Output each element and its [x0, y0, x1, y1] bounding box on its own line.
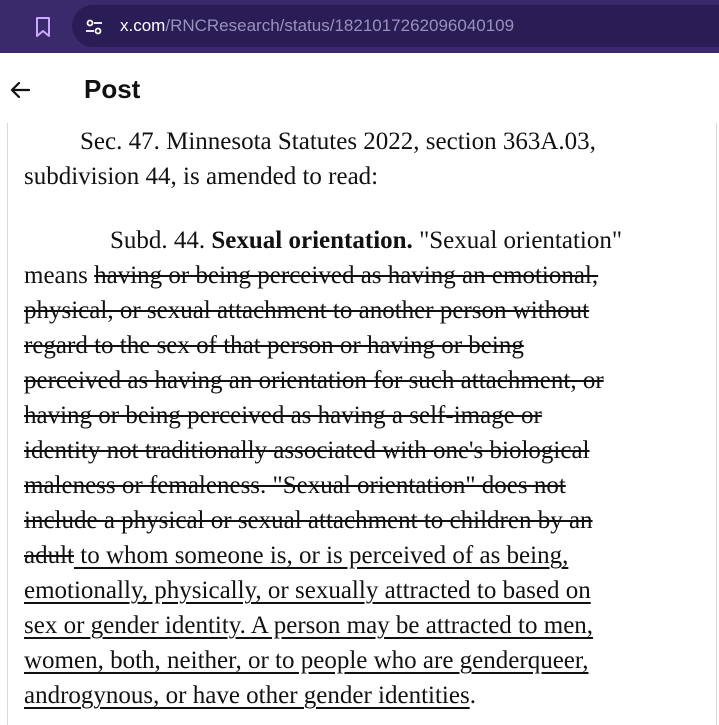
struck-text: include a physical or sexual attachment to children by an [24, 507, 593, 534]
url-text[interactable] [120, 15, 514, 37]
added-text: androgynous, or have other gender identities [24, 682, 470, 709]
back-arrow-icon[interactable] [8, 78, 32, 102]
added-text: women, both, neither, or to people who are genderqueer, [24, 647, 589, 674]
struck-line-8 [24, 503, 714, 538]
struck-line-6 [24, 433, 714, 468]
struck-line-7 [24, 468, 714, 503]
section-line-2: subdivision 44, is amended to read: [24, 163, 379, 190]
site-info-icon[interactable] [84, 17, 104, 37]
added-text: sex or gender identity. A person may be attracted to men, [24, 612, 594, 639]
bookmark-icon[interactable] [33, 16, 53, 38]
struck-line-2 [24, 293, 714, 328]
mixed-line [24, 538, 714, 573]
struck-text: maleness or femaleness. "Sexual orientation" does not [24, 472, 566, 499]
struck-text: having or being perceived as having an emotional, [94, 262, 599, 289]
added-line-3 [24, 608, 714, 643]
subd-heading: Sexual orientation. [211, 227, 413, 254]
url-host: x.com [120, 16, 166, 35]
struck-text: perceived as having an orientation for such attachment, or [24, 367, 604, 394]
struck-line-1 [24, 258, 714, 293]
struck-line-4 [24, 363, 714, 398]
struck-text: identity not traditionally associated with one's biological [24, 437, 590, 464]
section-line-1: Sec. 47. Minnesota Statutes 2022, section 363A.03, [80, 128, 596, 155]
struck-text: adult [24, 542, 74, 569]
browser-toolbar [0, 0, 719, 53]
url-path: /RNCResearch/status/1821017262096040109 [165, 16, 515, 35]
page-title: Post [84, 74, 141, 104]
added-line-4 [24, 643, 714, 678]
subd-intro: "Sexual orientation" [419, 227, 623, 254]
struck-line-3 [24, 328, 714, 363]
means-word: means [24, 262, 88, 289]
added-line-2 [24, 573, 714, 608]
final-period: . [469, 682, 476, 709]
struck-line-5 [24, 398, 714, 433]
added-line-5 [24, 678, 714, 713]
struck-text: physical, or sexual attachment to another person without [24, 297, 590, 324]
struck-text: having or being perceived as having a self-image or [24, 402, 542, 429]
added-text: to whom someone is, or is perceived of as being, [74, 542, 569, 569]
struck-text: regard to the sex of that person or having or being [24, 332, 524, 359]
subd-label: Subd. 44. [110, 227, 206, 254]
added-text: emotionally, physically, or sexually attracted to based on [24, 577, 591, 604]
subd-heading-line [110, 223, 710, 258]
